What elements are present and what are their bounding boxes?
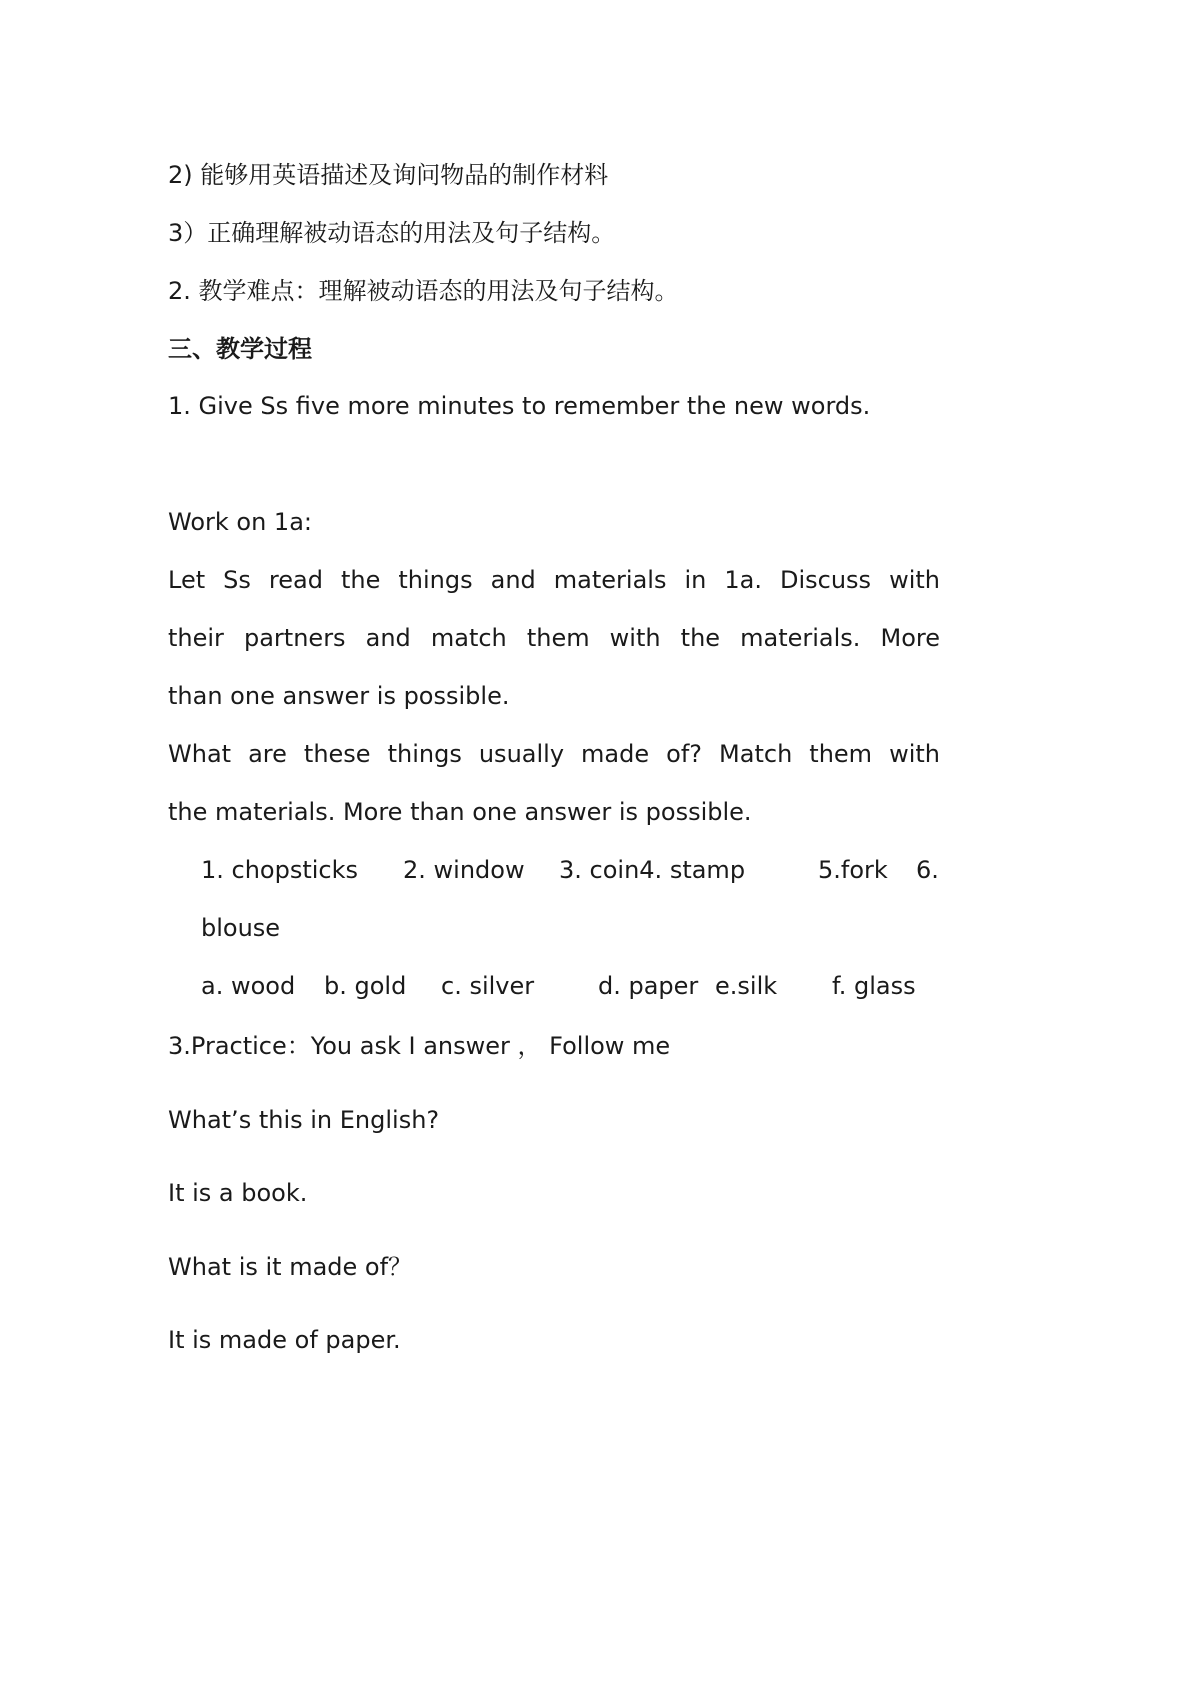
objective-3: 3）正确理解被动语态的用法及句子结构。 xyxy=(168,219,616,247)
step-1: 1. Give Ss five more minutes to remember the new words. xyxy=(168,392,871,420)
instruction-line-1: Let Ss read the things and materials in 1a. Discuss with xyxy=(168,566,940,594)
materials-list xyxy=(0,971,1100,1001)
section-heading: 三、教学过程 xyxy=(168,335,312,363)
material-item: e.silk xyxy=(715,972,778,1000)
practice-line: 3.Practice：You ask I answer ， Follow me xyxy=(168,1032,671,1060)
material-item: f. glass xyxy=(832,972,916,1000)
thing-item: 3. coin4. stamp xyxy=(559,856,746,884)
dialogue-line: What is it made of？ xyxy=(168,1253,413,1281)
teaching-difficulty: 2. 教学难点：理解被动语态的用法及句子结构。 xyxy=(168,277,679,305)
thing-item: 1. chopsticks xyxy=(201,856,359,884)
dialogue-line: It is a book. xyxy=(168,1179,308,1207)
material-item: a. wood xyxy=(201,972,296,1000)
things-list xyxy=(0,855,1100,885)
thing-item: 6. xyxy=(916,856,939,884)
instruction-line-3: than one answer is possible. xyxy=(168,682,510,710)
question-line-2: the materials. More than one answer is possible. xyxy=(168,798,752,826)
material-item: b. gold xyxy=(324,972,407,1000)
things-list-continued: blouse xyxy=(201,914,281,942)
work-on-label: Work on 1a: xyxy=(168,508,312,536)
question-line-1: What are these things usually made of? Match them with xyxy=(168,740,940,768)
thing-item: 5.fork xyxy=(818,856,888,884)
dialogue-line: What’s this in English? xyxy=(168,1106,440,1134)
instruction-line-2: their partners and match them with the materials. More xyxy=(168,624,940,652)
dialogue-line: It is made of paper. xyxy=(168,1326,401,1354)
material-item: d. paper xyxy=(598,972,699,1000)
material-item: c. silver xyxy=(441,972,535,1000)
objective-2: 2) 能够用英语描述及询问物品的制作材料 xyxy=(168,161,609,189)
thing-item: 2. window xyxy=(403,856,525,884)
